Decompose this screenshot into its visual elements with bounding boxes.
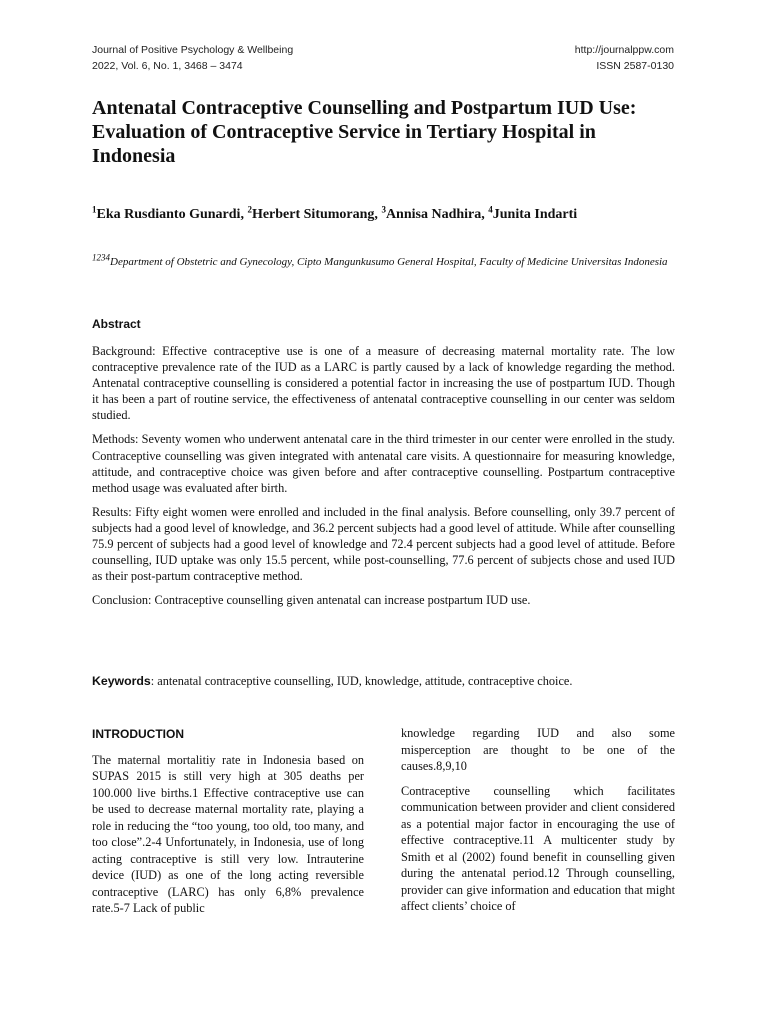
affiliation-sup: 1234 [92, 252, 110, 263]
abstract-background: Background: Effective contraceptive use is one of a measure of decreasing maternal mortality rate. The low contraceptive prevalence rate of the IUD as a LARC is partly caused by a lack of knowledge regarding the method. Antenatal contraceptive counselling is considered a potential factor in increasing the use of postpartum IUD. Though it has been a part of routine service, the effectiveness of antenatal contraceptive counselling in our center was seldom studied. [92, 344, 675, 423]
author-sup: 3 [381, 204, 386, 215]
author-name: Eka Rusdianto Gunardi, [96, 207, 248, 222]
author-name: Annisa Nadhira, [385, 207, 489, 222]
keywords [92, 674, 692, 689]
affiliation [92, 254, 682, 270]
keywords-text: : antenatal contraceptive counselling, IUD, knowledge, attitude, contraceptive choice. [150, 674, 573, 688]
introduction-right-column [401, 725, 675, 923]
introduction-left-column [92, 726, 364, 925]
author-sup: 2 [247, 204, 252, 215]
journal-volume: 2022, Vol. 6, No. 1, 3468 – 3474 [92, 60, 243, 72]
journal-name: Journal of Positive Psychology & Wellbeing [92, 44, 294, 56]
author-name: Junita Indarti [492, 207, 578, 222]
abstract-conclusion: Conclusion: Contraceptive counselling given antenatal can increase postpartum IUD use. [92, 593, 531, 608]
introduction-heading: INTRODUCTION [92, 727, 184, 741]
paper-title: Antenatal Contraceptive Counselling and Postpartum IUD Use: Evaluation of Contraceptive Service in Tertiary Hospital in Indonesia [92, 97, 637, 167]
author-sup: 1 [92, 204, 97, 215]
affiliation-text: Department of Obstetric and Gynecology, Cipto Mangunkusumo General Hospital, Faculty of Medicine Universitas Indonesia [110, 256, 668, 268]
abstract-results: Results: Fifty eight women were enrolled and included in the final analysis. Before counselling, only 39.7 percent of subjects had a good level of knowledge, and 36.2 percent subjects had a good level of attitude. While after counselling 75.9 percent of subjects had a good level of knowledge and 72.4 percent subjects had a good level of attitude. Before counselling, IUD uptake was only 15.5 percent, while post-counselling, 77.6 percent of subjects chose and used IUD as their post-partum contraceptive method. [92, 504, 676, 584]
introduction-paragraph: knowledge regarding IUD and also some misperception are thought to be one of the causes.8,9,10 [401, 726, 675, 773]
abstract-methods: Methods: Seventy women who underwent antenatal care in the third trimester in our center were enrolled in the study. Contraceptive counselling was given integrated with antenatal care visits. A questionnaire for measuring knowledge, attitude, and contraceptive choice was given before and after contraceptive counselling. Postpartum contraceptive method usage was evaluated after birth. [92, 432, 675, 495]
author-sup: 4 [488, 204, 493, 215]
author-name: Herbert Situmorang, [251, 207, 382, 222]
running-header [92, 42, 674, 74]
author-list [92, 204, 692, 223]
introduction-paragraph: Contraceptive counselling which facilitates communication between provider and client considered as a potential major factor in encouraging the use of effective contraceptive.11 A multicenter study by Smith et al (2002) found benefit in counselling given during the antenatal period.12 Through counselling, provider can give information and education that might affect clients’ choice of [401, 783, 675, 913]
introduction-paragraph: The maternal mortalitiy rate in Indonesia based on SUPAS 2015 is still very high at 305 deaths per 100.000 live births.1 Effective contraceptive use can be used to decrease maternal mortality rate, playing a role in reducing the “too young, too old, too many, and too close”.2-4 Unfortunately, in Indonesia, use of long acting contraceptive is still very low. Intrauterine device (IUD) as one of the long acting reversible contraceptive (LARC) has only 6,8% prevalence rate.5-7 Lack of public [92, 752, 364, 915]
journal-issn: ISSN 2587-0130 [596, 60, 674, 72]
keywords-label: Keywords [92, 674, 151, 688]
journal-url[interactable]: http://journalppw.com [574, 44, 674, 56]
abstract-body [92, 343, 675, 616]
abstract-heading: Abstract [92, 317, 141, 331]
